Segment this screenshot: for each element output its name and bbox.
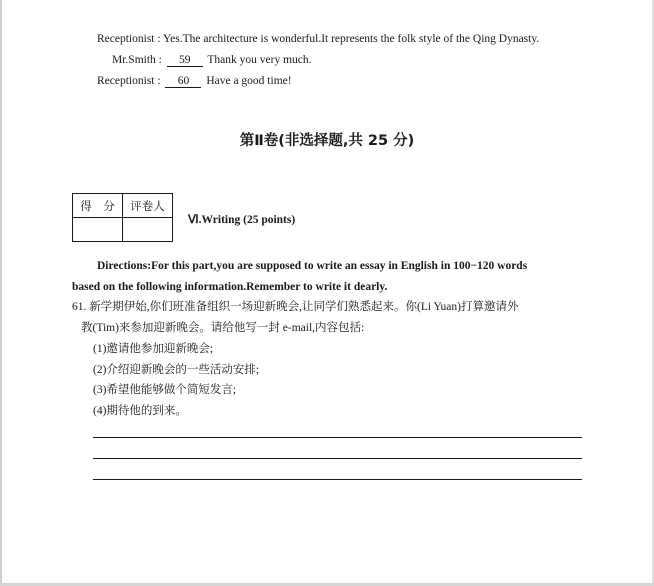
question-line-2: 教(Tim)来参加迎新晚会。请给他写一封 e-mail,内容包括: bbox=[81, 322, 365, 334]
grader-header: 评卷人 bbox=[123, 194, 173, 218]
dialogue-text: Yes.The architecture is wonderful.It represents the folk style of the Qing Dynasty. bbox=[163, 33, 540, 45]
section-title: 第Ⅱ卷(非选择题,共 25 分) bbox=[239, 133, 415, 149]
speaker-receptionist: Receptionist : bbox=[97, 33, 161, 45]
dialogue-text: Have a good time! bbox=[206, 75, 292, 87]
speaker-receptionist: Receptionist : bbox=[97, 75, 161, 87]
speaker-mr-smith: Mr.Smith : bbox=[112, 54, 162, 66]
page-left-border bbox=[0, 0, 2, 586]
dialogue-line-2 bbox=[112, 53, 312, 67]
dialogue-text: Thank you very much. bbox=[207, 54, 312, 66]
answer-line-2[interactable] bbox=[93, 458, 582, 459]
answer-line-3[interactable] bbox=[93, 479, 582, 480]
question-item-3: (3)希望他能够做个简短发言; bbox=[93, 384, 237, 396]
question-item-1: (1)邀请他参加迎新晚会; bbox=[93, 343, 214, 355]
question-number: 61. bbox=[72, 301, 87, 313]
score-header: 得 分 bbox=[73, 194, 123, 218]
directions-line-2: based on the following information.Remember to write it dearly. bbox=[72, 281, 388, 293]
question-text: 新学期伊始,你们班准备组织一场迎新晚会,让同学们熟悉起来。你(Li Yuan)打算邀请外 bbox=[89, 301, 519, 313]
score-cell[interactable] bbox=[73, 218, 123, 242]
directions-line-1: Directions:For this part,you are supposed to write an essay in English in 100−120 words bbox=[97, 260, 528, 272]
writing-heading: Ⅵ.Writing (25 points) bbox=[188, 214, 296, 226]
question-item-4: (4)期待他的到来。 bbox=[93, 405, 187, 417]
score-table bbox=[72, 193, 173, 242]
answer-line-1[interactable] bbox=[93, 437, 582, 438]
question-item-2: (2)介绍迎新晚会的一些活动安排; bbox=[93, 364, 260, 376]
answer-blank-59[interactable]: 59 bbox=[167, 54, 203, 67]
answer-blank-60[interactable]: 60 bbox=[165, 75, 201, 88]
question-line-1 bbox=[72, 300, 518, 314]
dialogue-line-3 bbox=[97, 74, 292, 88]
dialogue-line-1 bbox=[97, 32, 539, 46]
grader-cell[interactable] bbox=[123, 218, 173, 242]
